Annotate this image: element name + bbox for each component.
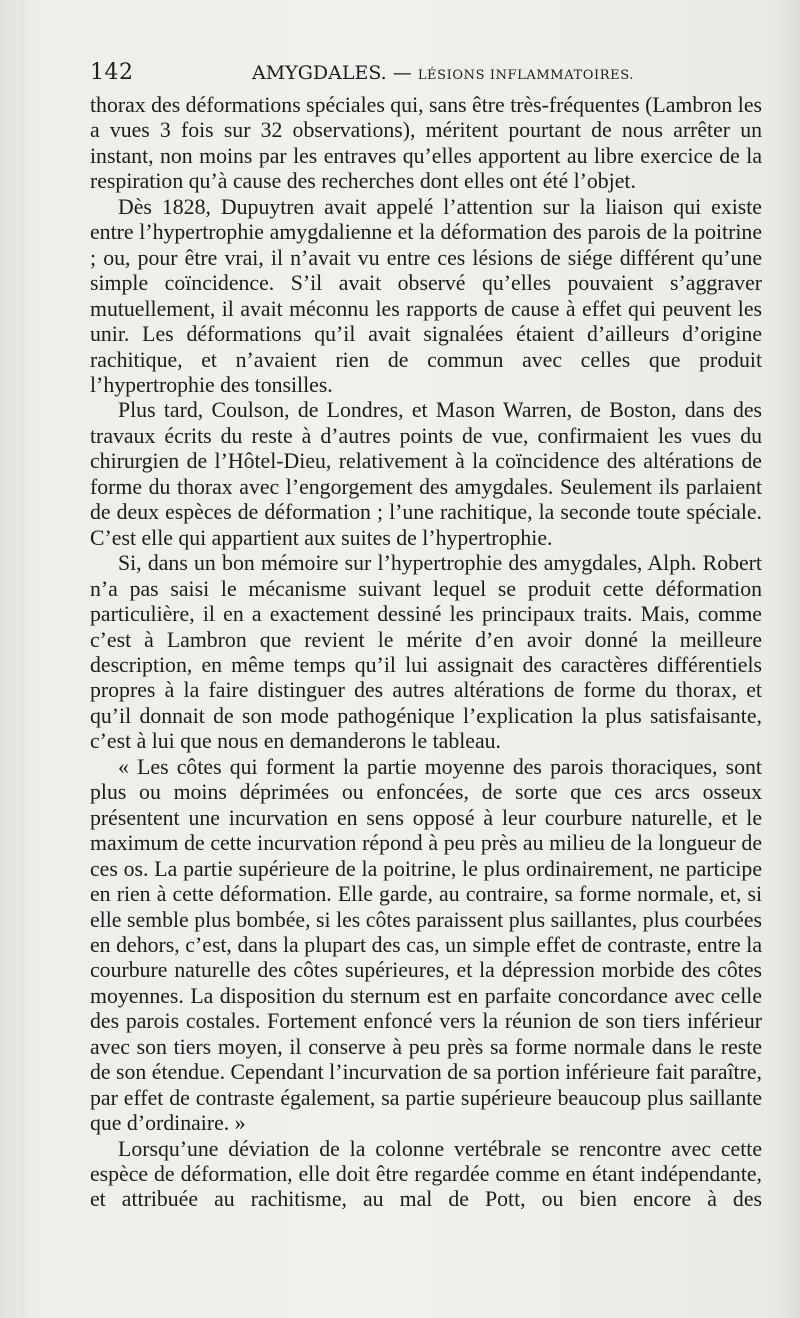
running-title-separator: — [392, 62, 412, 84]
paragraph-vertebral-deviation: Lorsqu’une déviation de la colonne vertébrale se rencontre avec cette espèce de déformation, elle doit être regardée comme en étant indépendante, et attribuée au rachitisme, au mal de Pott, ou bien encore à des [90, 1136, 762, 1212]
paragraph-coulson-warren: Plus tard, Coulson, de Londres, et Mason Warren, de Boston, dans des travaux écrits du reste à d’autres points de vue, confirmaient les vues du chirurgien de l’Hôtel-Dieu, relativement à la coïncidence des altérations de forme du thorax avec l’engorgement des amygdales. Seulement ils parlaient de deux espèces de déformation ; l’une rachitique, la seconde toute spéciale. C’est elle qui appartient aux suites de l’hypertrophie. [90, 398, 762, 550]
running-title [252, 62, 634, 84]
paragraph-quotation: « Les côtes qui forment la partie moyenne des parois thoraciques, sont plus ou moins déprimées ou enfoncées, de sorte que ces arcs osseux présentent une incurvation en sens opposé à leur courbure naturelle, et le maximum de cette incurvation répond à peu près au milieu de la longueur de ces os. La partie supérieure de la poitrine, le plus ordinairement, ne participe en rien à cette déformation. Elle garde, au contraire, sa forme normale, et, si elle semble plus bombée, si les côtes paraissent plus saillantes, plus courbées en dehors, c’est, dans la plupart des cas, un simple effet de contraste, entre la courbure naturelle des côtes supérieures, et la dépression morbide des côtes moyennes. La disposition du sternum est en parfaite concordance avec celle des parois costales. Fortement enfoncé vers la réunion de son tiers inférieur avec son tiers moyen, il conserve à peu près sa forme normale dans le reste de son étendue. Cependant l’incurvation de sa portion inférieure fait paraître, par effet de contraste également, sa partie supérieure beaucoup plus saillante que d’ordinaire. » [90, 754, 762, 1136]
running-title-main: AMYGDALES. [252, 62, 387, 84]
page-edge-shadow [22, 0, 23, 1318]
page-number: 142 [90, 60, 134, 85]
page-header [90, 58, 770, 92]
running-title-section: LÉSIONS INFLAMMATOIRES. [417, 68, 635, 83]
paragraph-continued: thorax des déformations spéciales qui, sans être très-fréquentes (Lambron les a vues 3 fois sur 32 observations), méritent pourtant de nous arrêter un instant, non moins par les entraves qu’elles apportent au libre exercice de la respiration qu’à cause des recherches dont elles ont été l’objet. [90, 93, 762, 194]
body-text [90, 93, 762, 1213]
paragraph-robert-lambron: Si, dans un bon mémoire sur l’hypertrophie des amygdales, Alph. Robert n’a pas saisi le mécanisme suivant lequel se produit cette déformation particulière, il en a exactement dessiné les principaux traits. Mais, comme c’est à Lambron que revient le mérite d’en avoir donné la meilleure description, en même temps qu’il lui assignait des caractères différentiels propres à la faire distinguer des autres altérations de forme du thorax, et qu’il donnait de son mode pathogénique l’explication la plus satisfaisante, c’est à lui que nous en demanderons le tableau. [90, 551, 762, 754]
paragraph-dupuytren: Dès 1828, Dupuytren avait appelé l’attention sur la liaison qui existe entre l’hypertrophie amygdalienne et la déformation des parois de la poitrine ; ou, pour être vrai, il n’avait vu entre ces lésions de siége différent qu’une simple coïncidence. S’il avait observé qu’elles pouvaient s’aggraver mutuellement, il avait méconnu les rapports de cause à effet qui peuvent les unir. Les déformations qu’il avait signalées étaient d’ailleurs d’origine rachitique, et n’avaient rien de commun avec celles que produit l’hypertrophie des tonsilles. [90, 194, 762, 397]
